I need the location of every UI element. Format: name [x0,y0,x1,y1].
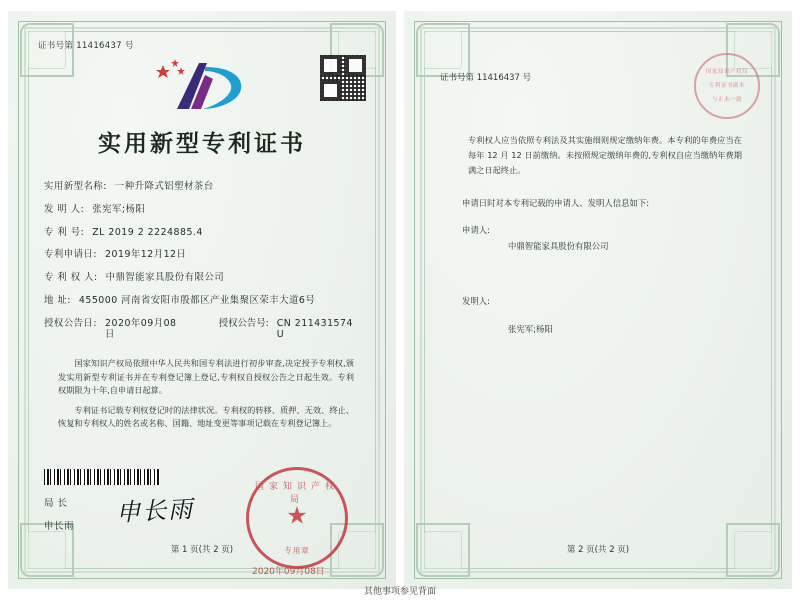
inventor-value: 张宪军;杨阳 [508,323,553,334]
field-label: 专 利 号: [44,226,85,238]
page-title: 实用新型专利证书 [98,131,306,157]
director-role-label: 局 长 [44,498,68,509]
field-value: 2019年12月12日 [105,249,187,261]
field-label: 实用新型名称: [44,181,107,192]
star-icon: ★ [286,502,308,530]
seal-date: 2020年09月08日 [252,567,325,577]
applicant-value: 中鼎智能家具股份有限公司 [508,240,609,251]
signature-block [44,495,74,532]
stamp-line-3: 与正本一致 [711,97,742,103]
director-name-label: 申长雨 [44,521,75,532]
grant-number-value: CN 211431574 U [276,317,353,341]
field-row [44,227,362,239]
field-row [44,295,362,307]
applicant-section-lead: 申请日时对本专利记载的申请人、发明人信息如下: [462,198,650,208]
duplicate-stamp [694,53,760,119]
page-2-content [434,39,762,561]
certificate-number: 证书号第 11416437 号 [38,41,134,51]
certificate-page-1 [8,11,396,589]
seal-top-text: 国家知识产权局 [254,482,339,505]
grant-date-value: 2020年09月08日 [105,317,177,341]
page-1-content [38,39,366,577]
field-label: 专 利 权 人: [44,272,98,283]
field-label: 地 址: [44,294,71,306]
patent-office-logo-icon [147,57,257,115]
certificate-number: 证书号第 11416437 号 [440,73,532,83]
applicant-section [462,197,742,336]
inventor-row [462,295,742,336]
field-value: 张宪军;杨阳 [92,203,146,215]
field-value: 一种升降式铝塑材茶台 [114,181,214,192]
handwritten-signature: 申长雨 [115,494,195,528]
grant-row [44,318,362,342]
certificate-page-2 [404,11,792,589]
patent-fields [44,181,362,352]
inventor-label: 发明人: [462,296,490,307]
field-row [44,181,362,193]
field-row [44,272,362,284]
field-value: 中鼎智能家具股份有限公司 [105,272,225,283]
applicant-row [462,224,742,253]
grant-date-label: 授权公告日: [44,317,98,329]
seal-bottom-text: 专用章 [284,546,310,555]
applicant-label: 申请人: [462,225,490,236]
legal-paragraph-1: 国家知识产权局依照中华人民共和国专利法进行初步审查,决定授予专利权,颁发实用新型专利证书并在专利登记簿上登记,专利权自授权公告之日起生效。专利权期限为十年,自申请日起算。 [58,358,354,396]
legal-paragraphs [58,357,354,437]
field-row [44,204,362,216]
page-number: 第 1 页(共 2 页) [170,545,234,555]
qr-code-icon [320,55,366,101]
legal-paragraph-2: 专利证书记载专利权登记时的法律状况。专利权的转移、质押、无效、终止、恢复和专利权人的姓名或名称、国籍、地址变更等事项记载在专利登记簿上。 [58,404,354,429]
field-value: 455000 河南省安阳市殷都区产业集聚区荣丰大道6号 [78,294,316,306]
field-label: 专利申请日: [44,249,98,261]
field-row [44,249,362,261]
stamp-line-1: 国家知识产权局 [705,69,748,75]
grant-number-label: 授权公告号: [218,317,269,329]
field-label: 发 明 人: [44,203,85,215]
stamp-line-2: 专利证书副本 [708,83,745,89]
field-value: ZL 2019 2 2224885.4 [92,226,203,238]
barcode-icon [44,469,160,485]
annual-fee-paragraph: 专利权人应当依照专利法及其实施细则规定缴纳年费。本专利的年费应当在每年 12 月 12 日前缴纳。未按照规定缴纳年费的,专利权自应当缴纳年费期满之日起终止。 [468,135,742,175]
page-number: 第 2 页(共 2 页) [566,545,630,555]
footer-note: 其他事项参见背面 [363,587,436,597]
